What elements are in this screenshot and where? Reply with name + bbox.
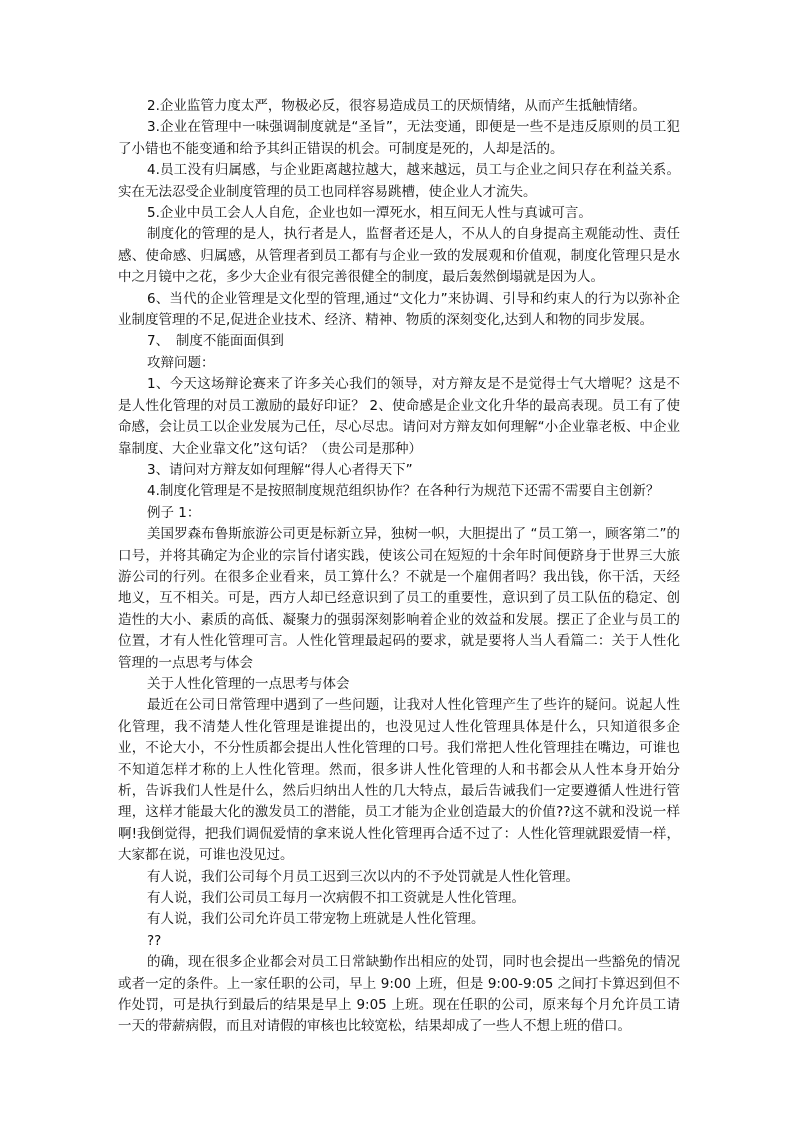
paragraph: 例子 1： <box>147 504 201 521</box>
paragraph: 制度化的管理的是人，执行者是人，监督者还是人，不从人的自身提高主观能动性、责任感、使命感、归属感，从管理者到员工都有与企业一致的发展观和价值观，制度化管理只是水中之月镜中之花，多少大企业有很完善很健全的制度，最后轰然倒塌就是因为人。 <box>118 226 680 286</box>
paragraph: 美国罗森布鲁斯旅游公司更是标新立异，独树一帜，大胆提出了 “员工第一，顾客第二”的口号，并将其确定为企业的宗旨付诸实践，使该公司在短短的十余年时间便跻身于世界三大旅游公司的行列。在很多企业看来，员工算什么？不就是一个雇佣者吗？我出钱，你干活，天经地义，互不相关。可是，西方人却已经意识到了员工的重要性，意识到了员工队伍的稳定、创造性的大小、素质的高低、凝聚力的强弱深刻影响着企业的效益和发展。摆正了企业与员工的位置，才有人性化管理可言。人性化管理最起码的要求，就是要将人当人看篇二：关于人性化管理的一点思考与体会 <box>118 526 680 671</box>
paragraph: 攻辩问题： <box>147 354 215 371</box>
paragraph: 3、请问对方辩友如何理解“得人心者得天下” <box>147 461 413 478</box>
paragraph: 有人说，我们公司允许员工带宠物上班就是人性化管理。 <box>147 911 485 928</box>
paragraph: 最近在公司日常管理中遇到了一些问题，让我对人性化管理产生了些许的疑问。说起人性化管理，我不清楚人性化管理是谁提出的，也没见过人性化管理具体是什么，只知道很多企业，不论大小，不分性质都会提出人性化管理的口号。我们常把人性化管理挂在嘴边，可谁也不知道怎样才称的上人性化管理。然而，很多讲人性化管理的人和书都会从人性本身开始分析，告诉我们人性是什么，然后归纳出人性的几大特点，最后告诫我们一定要遵循人性进行管理，这样才能最大化的激发员工的潜能，员工才能为企业创造最大的价值??这不就和没说一样啊!我倒觉得，把我们调侃爱情的拿来说人性化管理再合适不过了：人性化管理就跟爱情一样，大家都在说，可谁也没见过。 <box>118 697 680 864</box>
paragraph: 的确，现在很多企业都会对员工日常缺勤作出相应的处罚，同时也会提出一些豁免的情况或者一定的条件。上一家任职的公司，早上 9:00 上班，但是 9:00-9:05 之间打卡算迟到但不作处罚，可是执行到最后的结果是早上 9:05 上班。现在任职的公司，原来每个月允许员工请一天的带薪病假，而且对请假的审核也比较宽松，结果却成了一些人不想上班的借口。 <box>118 954 680 1035</box>
section-heading: 关于人性化管理的一点思考与体会 <box>147 675 350 692</box>
paragraph: 4.制度化管理是不是按照制度规范组织协作？在各种行为规范下还需不需要自主创新？ <box>147 483 660 500</box>
document-body <box>118 96 680 1038</box>
paragraph: 1、今天这场辩论赛来了许多关心我们的领导，对方辩友是不是觉得士气大增呢？这是不是人性化管理的对员工激励的最好印证？ 2、使命感是企业文化升华的最高表现。员工有了使命感，会让员工以企业发展为己任，尽心尽忠。请问对方辩友如何理解“小企业靠老板、中企业靠制度、大企业靠文化”这句话？（贵公司是那种） <box>118 376 680 457</box>
paragraph: 3.企业在管理中一味强调制度就是“圣旨”，无法变通，即便是一些不是违反原则的员工犯了小错也不能变通和给予其纠正错误的机会。可制度是死的，人却是活的。 <box>118 119 680 157</box>
paragraph: 4.员工没有归属感，与企业距离越拉越大，越来越远，员工与企业之间只存在利益关系。实在无法忍受企业制度管理的员工也同样容易跳槽，使企业人才流失。 <box>118 162 680 200</box>
paragraph: 有人说，我们公司员工每月一次病假不扣工资就是人性化管理。 <box>147 890 525 907</box>
paragraph: 2.企业监管力度太严，物极必反，很容易造成员工的厌烦情绪，从而产生抵触情绪。 <box>147 98 646 114</box>
paragraph: 6、当代的企业管理是文化型的管理,通过“文化力”来协调、引导和约束人的行为以弥补企业制度管理的不足,促进企业技术、经济、精神、物质的深刻变化,达到人和物的同步发展。 <box>118 290 680 329</box>
paragraph: 5.企业中员工会人人自危，企业也如一潭死水，相互间无人性与真诚可言。 <box>147 205 592 222</box>
paragraph: 7、 制度不能面面俱到 <box>147 333 284 350</box>
paragraph: 有人说，我们公司每个月员工迟到三次以内的不予处罚就是人性化管理。 <box>147 868 579 885</box>
paragraph: ?? <box>147 932 162 949</box>
